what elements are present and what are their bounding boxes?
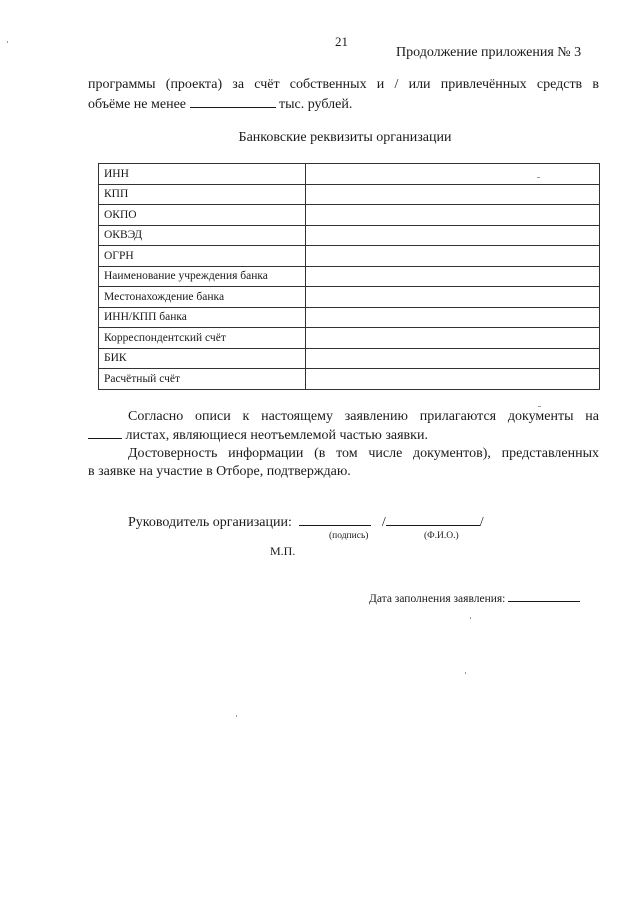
requisites-row (99, 287, 600, 308)
requisites-row (99, 307, 600, 328)
consent-paragraph-suffix: листах, являющиеся неотъемлемой частью заявки. (125, 428, 428, 443)
scan-speck (7, 41, 8, 43)
consent-paragraph-line-2 (88, 426, 428, 445)
requisite-label: ОКВЭД (99, 225, 306, 246)
requisites-row (99, 225, 600, 246)
requisites-row (99, 328, 600, 349)
requisite-value-field[interactable] (305, 287, 599, 308)
head-signature-line (128, 513, 484, 531)
requisite-label: КПП (99, 184, 306, 205)
confirmation-paragraph-line-1: Достоверность информации (в том числе документов), представленных (128, 446, 599, 461)
requisites-row (99, 246, 600, 267)
page-number: 21 (335, 34, 348, 49)
requisite-value-field[interactable] (305, 164, 599, 185)
appendix-heading: Продолжение приложения № 3 (396, 45, 582, 60)
amount-blank-field[interactable] (190, 95, 276, 108)
scan-speck (465, 672, 466, 674)
consent-paragraph-line-1: Согласно описи к настоящему заявлению прилагаются документы на (128, 409, 599, 424)
requisite-label: Наименование учреждения банка (99, 266, 306, 287)
requisites-table-title: Банковские реквизиты организации (238, 130, 452, 145)
fill-date-line (369, 589, 580, 605)
signature-blank-field[interactable] (299, 513, 371, 526)
sheet-count-blank-field[interactable] (88, 426, 122, 439)
requisite-label: Корреспондентский счёт (99, 328, 306, 349)
full-name-caption: (Ф.И.О.) (424, 531, 459, 541)
requisite-value-field[interactable] (305, 328, 599, 349)
seal-placeholder-label: М.П. (270, 544, 296, 558)
bank-requisites-body (99, 164, 600, 390)
requisites-row (99, 184, 600, 205)
requisite-label: ИНН (99, 164, 306, 185)
requisites-row (99, 266, 600, 287)
requisite-value-field[interactable] (305, 184, 599, 205)
signature-caption: (подпись) (329, 531, 369, 541)
requisite-value-field[interactable] (305, 307, 599, 328)
requisites-row (99, 369, 600, 390)
scan-speck (470, 617, 471, 619)
intro-amount-prefix: объёме не менее (88, 97, 186, 112)
requisite-label: ОКПО (99, 205, 306, 226)
requisite-value-field[interactable] (305, 246, 599, 267)
scan-speck (538, 406, 541, 407)
requisite-value-field[interactable] (305, 225, 599, 246)
intro-paragraph-line-2 (88, 95, 352, 113)
scan-speck (537, 177, 540, 178)
requisite-label: ИНН/КПП банка (99, 307, 306, 328)
requisite-value-field[interactable] (305, 369, 599, 390)
confirmation-paragraph-line-2: в заявке на участие в Отборе, подтверждаю. (88, 464, 351, 479)
requisites-row (99, 164, 600, 185)
signature-slash-left: / (381, 515, 386, 530)
head-signature-label: Руководитель организации: (128, 515, 292, 530)
requisites-row (99, 205, 600, 226)
signature-slash-right: / (479, 515, 484, 530)
requisite-label: Местонахождение банка (99, 287, 306, 308)
requisite-value-field[interactable] (305, 205, 599, 226)
intro-amount-suffix: тыс. рублей. (279, 97, 353, 112)
full-name-blank-field[interactable] (386, 513, 480, 526)
fill-date-blank-field[interactable] (508, 589, 580, 602)
requisite-label: Расчётный счёт (99, 369, 306, 390)
requisites-row (99, 348, 600, 369)
bank-requisites-table (98, 163, 600, 390)
requisite-label: ОГРН (99, 246, 306, 267)
requisite-label: БИК (99, 348, 306, 369)
scan-speck (236, 715, 237, 717)
fill-date-label: Дата заполнения заявления: (369, 593, 506, 605)
requisite-value-field[interactable] (305, 266, 599, 287)
requisite-value-field[interactable] (305, 348, 599, 369)
intro-paragraph-line-1: программы (проекта) за счёт собственных и / или привлечённых средств в (88, 77, 599, 92)
